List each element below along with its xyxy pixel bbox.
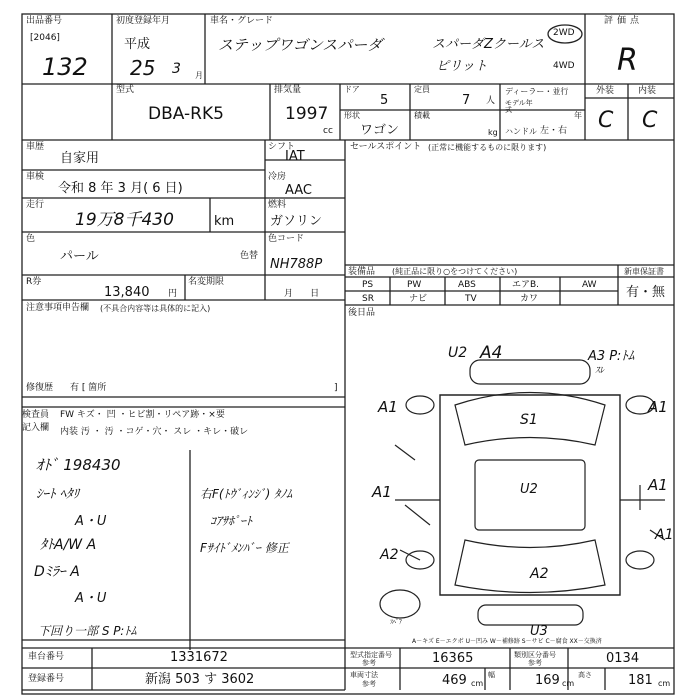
diagram-mark: A2 bbox=[530, 566, 549, 582]
diagram-mark: A1 bbox=[378, 398, 398, 416]
type-label: 型式 bbox=[116, 85, 135, 95]
repair-label: 修復歴 bbox=[26, 383, 54, 393]
width-value: 169 bbox=[535, 673, 560, 688]
equip-aw: AW bbox=[582, 280, 597, 290]
height-value: 181 bbox=[628, 673, 653, 688]
recycle-value: 13,840 bbox=[104, 285, 150, 300]
sales-label: セールスポイント bbox=[350, 142, 422, 152]
ref-label-1: 参考 bbox=[362, 659, 376, 667]
score-label: 評価点 bbox=[604, 16, 644, 26]
equip-sr: SR bbox=[362, 294, 374, 304]
repair-end: ] bbox=[334, 383, 338, 393]
disp-label: 排気量 bbox=[274, 85, 302, 95]
model-label: 車名・グレード bbox=[210, 16, 274, 26]
diagram-mark: A2 bbox=[380, 547, 399, 563]
ac-label: 冷房 bbox=[268, 172, 287, 182]
inspector-row2: 内装 汚 ・ 汚 ・コゲ・穴・ スレ ・キレ・破レ bbox=[60, 427, 249, 437]
recycle-label: R券 bbox=[26, 277, 42, 287]
yen-unit: 円 bbox=[168, 289, 178, 299]
exterior-label: 外装 bbox=[596, 86, 615, 96]
drive-2wd: 2WD bbox=[553, 28, 575, 38]
inspection-value: 令和 8 年 3 月( 6 日) bbox=[58, 181, 183, 196]
disp-value: 1997 bbox=[285, 104, 329, 124]
color-label: 色 bbox=[26, 234, 36, 244]
grade-line1: スパーダZクールス bbox=[432, 37, 545, 52]
inspector-row1: FW キズ・ 凹 ・ヒビ割・リペア跡・×要 bbox=[60, 410, 225, 420]
namechange-label: 名変期限 bbox=[188, 277, 225, 287]
handle-value: 左・右 bbox=[540, 126, 568, 136]
ref-label-2: 参考 bbox=[528, 659, 542, 667]
reg-month: 3 bbox=[172, 61, 181, 77]
height-unit: cm bbox=[658, 679, 671, 688]
length-label: 車両寸法 bbox=[350, 671, 378, 679]
color-value: パール bbox=[60, 249, 99, 264]
type-code-label: 型式指定番号 bbox=[350, 651, 392, 659]
interior-label: 内装 bbox=[638, 86, 657, 96]
drive-4wd: 4WD bbox=[553, 61, 575, 71]
doors-value: 5 bbox=[380, 93, 389, 108]
equip-leather: カワ bbox=[520, 294, 539, 304]
diagram-mark: A1 bbox=[655, 527, 674, 543]
warranty-value: 有・無 bbox=[626, 285, 666, 300]
color-code-value: NH788P bbox=[270, 257, 323, 272]
hw-note: 下回り一部 S P:ﾄﾑ bbox=[38, 624, 137, 638]
car-name: ステップワゴンスパーダ bbox=[218, 36, 383, 54]
hw-note: ﾀﾄA/W A bbox=[40, 537, 97, 553]
chassis-value: 1331672 bbox=[170, 650, 228, 665]
mileage-value: 19万8千430 bbox=[75, 210, 174, 230]
diagram-mark: S1 bbox=[520, 412, 538, 428]
year-unit: 年 bbox=[574, 111, 582, 120]
spare-label: ｽﾍﾟｱ bbox=[390, 619, 403, 626]
equip-pw: PW bbox=[407, 280, 422, 290]
equip-airbag: エアB. bbox=[512, 280, 540, 290]
hw-mid-note: ｺｱｻﾎﾟｰﾄ bbox=[210, 514, 253, 528]
seats-label: 定員 bbox=[414, 85, 430, 94]
diagram-mark: ｽﾚ bbox=[595, 366, 605, 376]
namechange-units: 月 日 bbox=[284, 289, 320, 299]
lot-number: 132 bbox=[42, 53, 88, 81]
class-label: 類別区分番号 bbox=[514, 651, 556, 659]
type-code-value: 16365 bbox=[432, 651, 474, 666]
equip-ps: PS bbox=[362, 280, 374, 290]
ac-value: AAC bbox=[285, 183, 312, 198]
usage-label: 車歴 bbox=[26, 142, 45, 152]
seats-value: 7 bbox=[462, 93, 471, 108]
dealer-label: ディーラー・並行 bbox=[505, 87, 569, 96]
length-unit: cm bbox=[471, 679, 484, 688]
km-unit: km bbox=[214, 214, 235, 229]
damage-legend: A－キズ E－エクボ U－凹み W－補修跡 S－サビ C－腐食 XX－交換済 bbox=[412, 638, 602, 645]
body-value: ワゴン bbox=[360, 123, 400, 138]
fuel-value: ガソリン bbox=[270, 214, 323, 229]
lot-code: [2046] bbox=[30, 33, 60, 43]
equip-navi: ナビ bbox=[409, 294, 428, 304]
hw-mid-note: Fｻｲﾄﾞﾒﾝﾊﾞｰ 修正 bbox=[200, 541, 289, 555]
color-code-label: 色コード bbox=[268, 234, 305, 244]
hw-note: A・U bbox=[75, 514, 107, 529]
class-code-value: 0134 bbox=[606, 651, 640, 666]
width-unit: cm bbox=[562, 679, 575, 688]
equipment-label: 装備品 bbox=[348, 267, 376, 277]
shift-value: IAT bbox=[285, 149, 305, 164]
inspection-label: 車検 bbox=[26, 172, 45, 182]
interior-grade: C bbox=[642, 108, 658, 133]
fuel-label: 燃料 bbox=[268, 200, 287, 210]
seats-unit: 人 bbox=[486, 96, 496, 106]
equip-tv: TV bbox=[465, 294, 477, 304]
width-label: 幅 bbox=[488, 671, 495, 679]
plate-label: 登録番号 bbox=[28, 674, 65, 684]
hw-note: A・U bbox=[75, 591, 107, 606]
doors-label: ドア bbox=[344, 85, 360, 94]
hw-note: ｵﾄﾞ 198430 bbox=[36, 456, 121, 474]
diagram-mark: A1 bbox=[372, 483, 392, 501]
handle-label: ハンドル bbox=[505, 127, 537, 136]
usage-value: 自家用 bbox=[60, 151, 100, 166]
load-label: 積載 bbox=[414, 111, 430, 120]
lot-label: 出品番号 bbox=[26, 16, 63, 26]
inspector-label1: 検査員 bbox=[22, 410, 50, 420]
ref-label-3: 参考 bbox=[362, 680, 376, 688]
era: 平成 bbox=[124, 37, 151, 52]
notes-label: 注意事項申告欄 bbox=[26, 303, 90, 313]
hw-mid-note: 右F(ﾄｳﾞｨﾝｼﾞ) ﾀﾉﾑ bbox=[200, 487, 293, 501]
plate-value: 新潟 503 す 3602 bbox=[145, 672, 255, 687]
reg-label: 初度登録年月 bbox=[116, 16, 171, 26]
diagram-mark: U3 bbox=[530, 624, 548, 639]
model-year-label: モデル年式 bbox=[505, 99, 533, 114]
inspector-label2: 記入欄 bbox=[22, 423, 50, 433]
sales-sub: (正常に機能するものに限ります) bbox=[428, 143, 547, 152]
kg-unit: kg bbox=[488, 128, 498, 137]
equip-abs: ABS bbox=[458, 280, 476, 290]
warranty-label: 新車保証書 bbox=[624, 267, 664, 276]
exterior-grade: C bbox=[598, 108, 614, 133]
length-value: 469 bbox=[442, 673, 467, 688]
chassis-label: 車台番号 bbox=[28, 652, 65, 662]
color-change-label: 色替 bbox=[240, 251, 259, 261]
hw-note: Dﾐﾗｰ A bbox=[34, 564, 80, 580]
equipment-sub: (純正品に限り○をつけてください) bbox=[392, 267, 518, 276]
rear-label: 後日品 bbox=[348, 308, 376, 318]
type-value: DBA-RK5 bbox=[148, 104, 224, 124]
diagram-mark: A4 bbox=[480, 343, 503, 363]
mileage-label: 走行 bbox=[26, 200, 45, 210]
grade-line2: ピリット bbox=[436, 59, 488, 74]
body-label: 形状 bbox=[344, 111, 360, 120]
hw-note: ｼｰﾄ ﾍﾀﾘ bbox=[36, 487, 80, 502]
height-label: 高さ bbox=[578, 671, 592, 679]
shift-label: シフト bbox=[268, 142, 296, 152]
reg-year: 25 bbox=[130, 56, 156, 80]
diagram-mark: U2 bbox=[520, 482, 538, 497]
cc-unit: cc bbox=[323, 126, 333, 136]
notes-sub: (不具合内容等は具体的に記入) bbox=[100, 304, 211, 313]
diagram-mark: U2 bbox=[448, 345, 468, 361]
score-value: R bbox=[617, 43, 638, 78]
diagram-mark: A3 P:ﾄﾑ bbox=[588, 349, 635, 364]
diagram-mark: A1 bbox=[648, 476, 668, 494]
month-unit: 月 bbox=[195, 71, 203, 80]
diagram-mark: A1 bbox=[648, 398, 668, 416]
repair-value: 有 [ 箇所 bbox=[70, 383, 107, 393]
